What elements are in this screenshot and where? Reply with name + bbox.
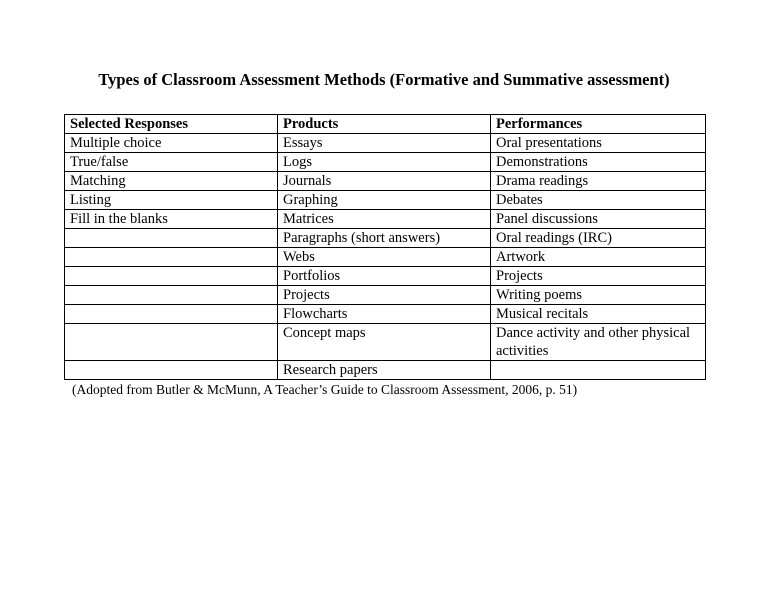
performance-text: Artwork [496,249,546,265]
performance-cell [491,286,706,305]
table-row [65,210,706,229]
product-text: Logs [283,154,312,170]
selected-response-text: True/false [70,154,129,170]
selected-response-cell [65,267,278,286]
performance-text: Projects [496,268,543,284]
selected-response-cell [65,286,278,305]
product-cell [278,248,491,267]
performance-text: Debates [496,192,543,208]
header-products: Products [278,115,491,134]
selected-response-text [70,286,272,304]
table-row [65,134,706,153]
table-row [65,305,706,324]
selected-response-cell [65,229,278,248]
product-text: Concept maps [283,325,366,341]
product-cell [278,153,491,172]
performance-text: Drama readings [496,173,589,189]
product-cell [278,361,491,380]
performance-text [496,361,700,379]
table-row [65,286,706,305]
product-text: Paragraphs (short answers) [283,230,441,246]
performance-cell [491,191,706,210]
product-cell [278,324,491,361]
selected-response-text [70,324,272,342]
product-cell [278,229,491,248]
table-row [65,172,706,191]
selected-response-text [70,267,272,285]
selected-response-text: Matching [70,173,126,189]
performance-cell [491,134,706,153]
table-row [65,248,706,267]
selected-response-cell [65,305,278,324]
performance-text: Oral presentations [496,135,602,151]
performance-text: Dance activity and other physical activities [496,325,691,359]
selected-response-cell [65,248,278,267]
selected-response-text: Listing [70,192,112,208]
product-cell [278,191,491,210]
selected-response-cell [65,210,278,229]
table-row [65,361,706,380]
product-text: Graphing [283,192,338,208]
product-text: Portfolios [283,268,341,284]
product-text: Research papers [283,362,378,378]
product-cell [278,210,491,229]
performance-cell [491,153,706,172]
table-row [65,229,706,248]
performance-text: Demonstrations [496,154,588,170]
header-performances: Performances [491,115,706,134]
product-cell [278,172,491,191]
selected-response-text [70,305,272,323]
selected-response-text: Multiple choice [70,135,162,151]
selected-response-cell [65,134,278,153]
performance-text: Writing poems [496,287,583,303]
performance-text: Panel discussions [496,211,598,227]
performance-cell [491,305,706,324]
product-text: Matrices [283,211,334,227]
header-selected-responses: Selected Responses [65,115,278,134]
selected-response-text [70,248,272,266]
product-cell [278,267,491,286]
selected-response-cell [65,324,278,361]
table-row [65,324,706,361]
product-cell [278,134,491,153]
selected-response-text [70,361,272,379]
performance-cell [491,248,706,267]
selected-response-cell [65,153,278,172]
product-text: Projects [283,287,330,303]
selected-response-cell [65,361,278,380]
document-title: Types of Classroom Assessment Methods (Formative and Summative assessment) [98,70,670,89]
performance-cell [491,361,706,380]
performance-cell [491,172,706,191]
product-text: Webs [283,249,315,265]
selected-response-cell [65,191,278,210]
table-body [65,134,706,380]
product-text: Flowcharts [283,306,348,322]
performance-text: Musical recitals [496,306,589,322]
assessment-methods-table [64,114,706,380]
table-header-row [65,115,706,134]
table-row [65,153,706,172]
table-row [65,267,706,286]
product-text: Essays [283,135,323,151]
product-cell [278,305,491,324]
source-citation: (Adopted from Butler & McMunn, A Teacher’s Guide to Classroom Assessment, 2006, p. 51) [72,382,578,397]
selected-response-text: Fill in the blanks [70,211,168,227]
performance-text: Oral readings (IRC) [496,230,612,246]
selected-response-text [70,229,272,247]
selected-response-cell [65,172,278,191]
product-text: Journals [283,173,332,189]
product-cell [278,286,491,305]
performance-cell [491,229,706,248]
performance-cell [491,324,706,361]
performance-cell [491,210,706,229]
performance-cell [491,267,706,286]
table-row [65,191,706,210]
